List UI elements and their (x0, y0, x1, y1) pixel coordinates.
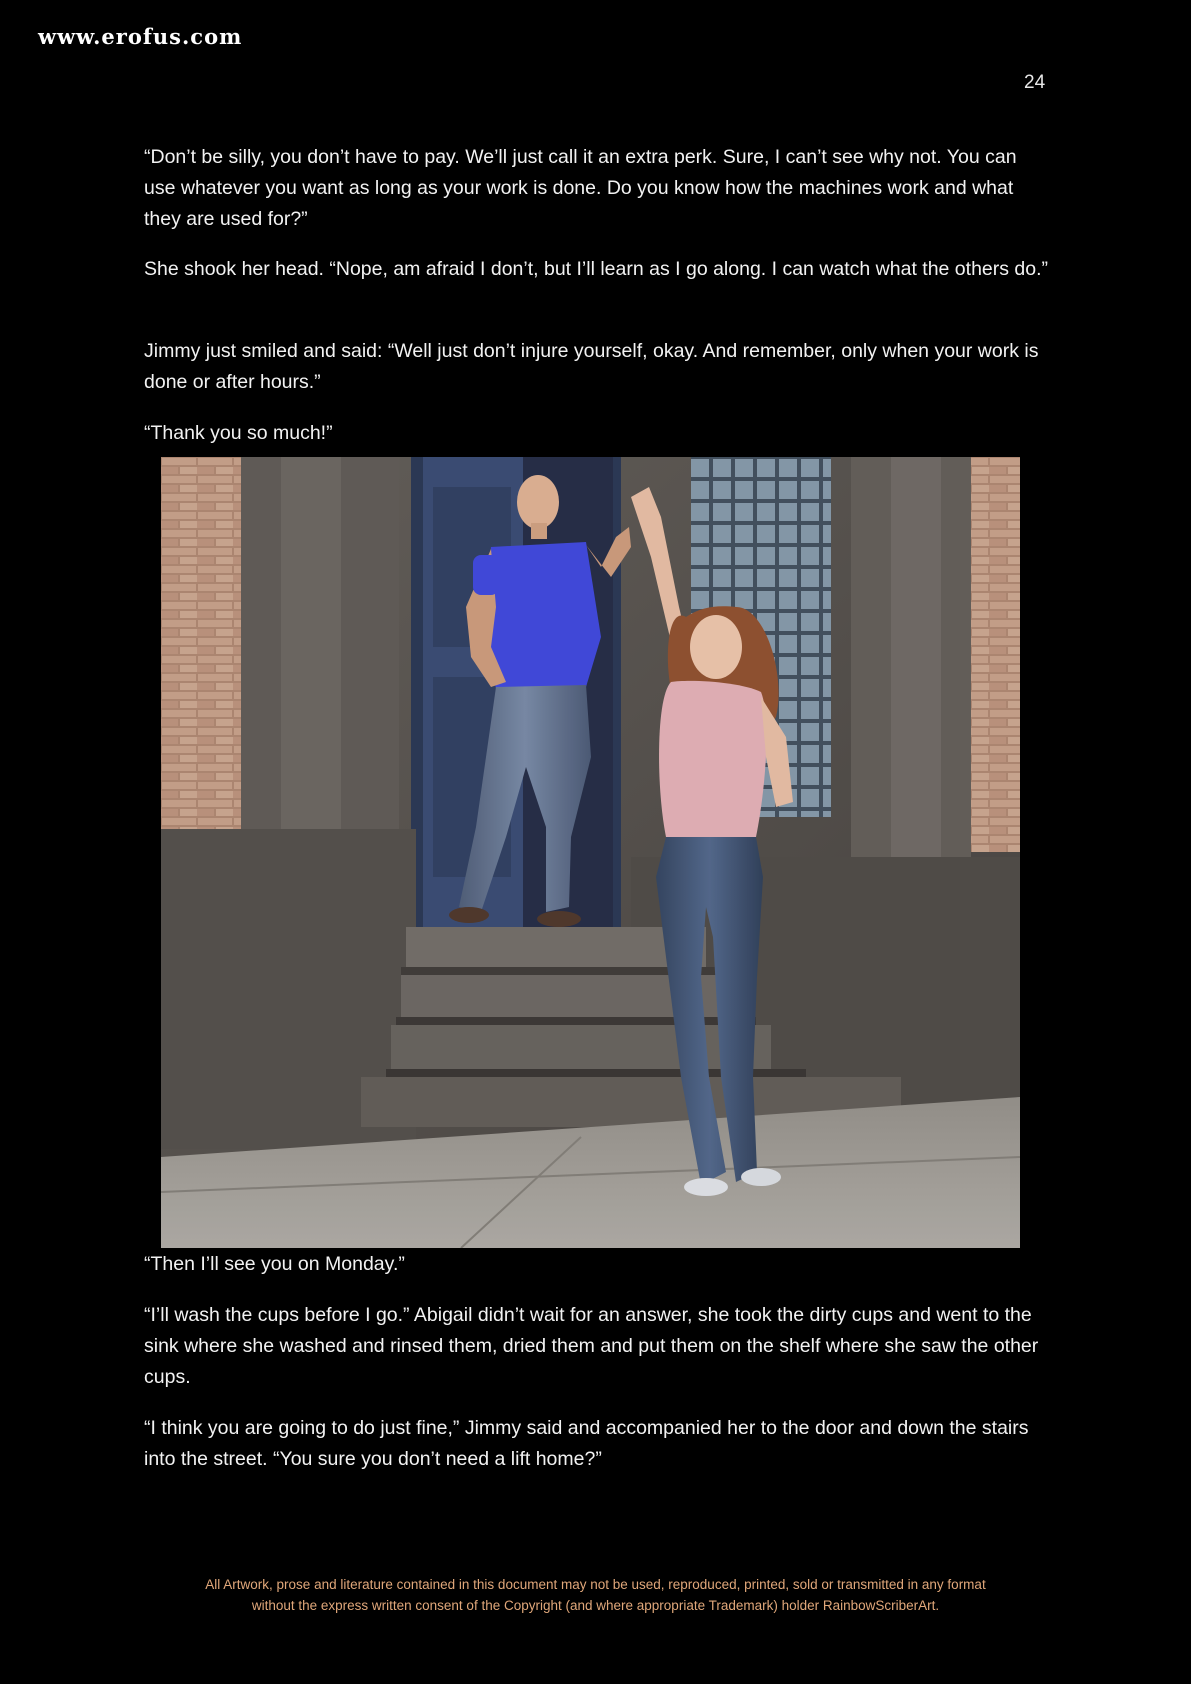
paragraph-2: She shook her head. “Nope, am afraid I don’t, but I’ll learn as I go along. I can watch what the others do.” (144, 258, 1049, 280)
copyright-line-1: All Artwork, prose and literature contained in this document may not be used, reproduced, printed, sold or transmitted in any format (205, 1577, 986, 1592)
copyright-footer (100, 1574, 1091, 1616)
paragraph-3: Jimmy just smiled and said: “Well just don’t injure yourself, okay. And remember, only when your work is done or after hours.” (144, 340, 1039, 393)
paragraph-4: “Thank you so much!” (144, 422, 333, 444)
paragraph-6: “I’ll wash the cups before I go.” Abigail didn’t wait for an answer, she took the dirty cups and went to the sink where she washed and rinsed them, dried them and put them on the shelf where she saw the other cups. (144, 1304, 1039, 1388)
copyright-line-2: without the express written consent of the Copyright (and where appropriate Trademark) holder RainbowScriberArt. (251, 1598, 940, 1613)
watermark: www.erofus.com (38, 24, 243, 49)
paragraph-1: “Don’t be silly, you don’t have to pay. We’ll just call it an extra perk. Sure, I can’t see why not. You can use whatever you want as long as your work is done. Do you know how the machines work and what they are used for?” (144, 146, 1017, 230)
story-illustration (161, 457, 1020, 1248)
page-number: 24 (1024, 72, 1046, 93)
paragraph-5: “Then I’ll see you on Monday.” (144, 1253, 405, 1275)
paragraph-7: “I think you are going to do just fine,” Jimmy said and accompanied her to the door and down the stairs into the street. “You sure you don’t need a lift home?” (144, 1417, 1029, 1470)
